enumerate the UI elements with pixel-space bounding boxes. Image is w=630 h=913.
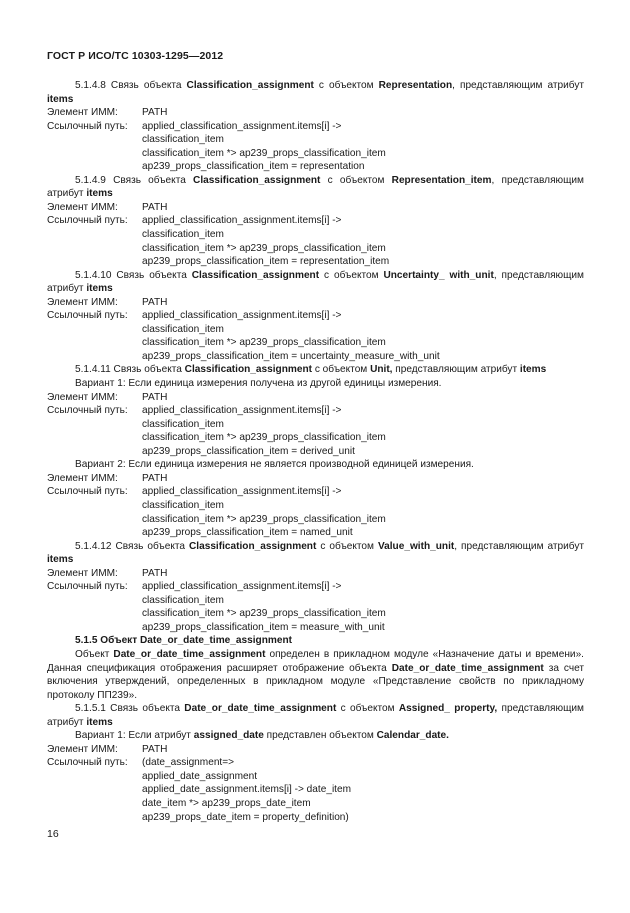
text-run: Вариант 1: Если атрибут — [75, 730, 194, 742]
mapping-continuation: classification_item *> ap239_props_classification_item — [142, 608, 386, 620]
mapping-continuation: classification_item — [142, 229, 224, 241]
text-run: , представляющим атрибут — [452, 80, 584, 91]
text-run: за счет включения утверждений, определенных в прикладном модуле «Представление свойств по прикладному протоколу ПП239». — [47, 662, 584, 701]
paragraph — [47, 269, 584, 296]
mapping-continuation: ap239_props_classification_item = named_unit — [142, 527, 353, 539]
bold-text: Value_with_unit — [377, 540, 455, 552]
mapping-continuation: classification_item *> ap239_props_classification_item — [142, 337, 386, 349]
mapping-continuation: classification_item — [142, 418, 224, 430]
mapping-value: PATH — [142, 472, 168, 484]
text-run: 5.1.4.12 Связь объекта — [75, 540, 189, 552]
bold-text: Assigned_ property, — [398, 703, 498, 715]
text-run: представляющим атрибут — [392, 364, 520, 376]
document-body — [47, 79, 584, 824]
paragraph — [47, 648, 584, 702]
mapping-row — [47, 743, 584, 757]
mapping-value: PATH — [142, 201, 168, 213]
text-run: , представляющим атрибут — [47, 174, 584, 200]
mapping-label: Элемент ИММ: — [47, 743, 118, 755]
mapping-value: applied_classification_assignment.items[i] -> — [142, 120, 342, 132]
bold-text: Date_or_date_time_assignment — [184, 703, 337, 715]
text-run: с объектом — [313, 80, 379, 91]
bold-text: Calendar_date. — [376, 730, 449, 742]
mapping-continuation: ap239_props_classification_item = derived_unit — [142, 445, 355, 457]
mapping-continuation: date_item *> ap239_props_date_item — [142, 797, 311, 809]
bold-text: Classification_assignment — [189, 540, 317, 552]
text-run: определен в прикладном модуле «Назначение даты и времени». Данная спецификация отображения расширяет отображение объекта — [47, 648, 584, 674]
mapping-value: PATH — [142, 296, 168, 308]
mapping-row — [47, 106, 584, 120]
bold-text: Classification_assignment — [184, 364, 313, 376]
mapping-row — [47, 756, 584, 770]
text-run: 5.1.5.1 Связь объекта — [75, 703, 185, 715]
mapping-row — [47, 472, 584, 486]
mapping-label: Ссылочный путь: — [47, 486, 128, 498]
text-run: , представляющим атрибут — [454, 540, 584, 552]
mapping-label: Элемент ИММ: — [47, 472, 118, 484]
mapping-row — [47, 309, 584, 323]
text-run: представлен объектом — [263, 730, 377, 742]
mapping-continuation: ap239_props_classification_item = representation — [142, 161, 365, 173]
mapping-value: PATH — [142, 107, 168, 119]
bold-text: Date_or_date_time_assignment — [391, 662, 544, 674]
paragraph — [47, 377, 584, 391]
page-number: 16 — [47, 828, 59, 840]
text-run: Вариант 2: Если единица измерения не является производной единицей измерения. — [75, 459, 474, 471]
bold-text: Unit, — [370, 364, 393, 376]
mapping-continuation: classification_item — [142, 499, 224, 511]
mapping-value: applied_classification_assignment.items[i] -> — [142, 405, 342, 417]
text-run: Вариант 1: Если единица измерения получена из другой единицы измерения. — [75, 378, 442, 390]
bold-text: items — [86, 716, 113, 728]
mapping-label: Элемент ИММ: — [47, 107, 118, 119]
bold-text: Representation — [378, 80, 453, 91]
paragraph — [47, 363, 584, 377]
mapping-continuation: ap239_props_classification_item = representation_item — [142, 256, 390, 268]
mapping-label: Ссылочный путь: — [47, 310, 128, 322]
text-run: , представляющим атрибут — [47, 269, 584, 295]
mapping-continuation: classification_item — [142, 594, 224, 606]
mapping-continuation: ap239_props_classification_item = uncertainty_measure_with_unit — [142, 350, 440, 362]
mapping-row — [47, 567, 584, 581]
mapping-continuation: ap239_props_date_item = property_definition) — [142, 811, 349, 823]
mapping-label: Ссылочный путь: — [47, 581, 128, 593]
paragraph — [47, 729, 584, 743]
mapping-label: Ссылочный путь: — [47, 405, 128, 417]
mapping-row — [47, 120, 584, 134]
bold-text: items — [86, 188, 113, 200]
mapping-continuation: applied_date_assignment — [142, 770, 258, 782]
text-run: Объект — [75, 648, 114, 660]
text-run: с объектом — [312, 364, 371, 376]
bold-text: Classification_assignment — [193, 174, 321, 186]
mapping-row — [47, 580, 584, 594]
text-run: 5.1.4.9 Связь объекта — [75, 174, 194, 186]
mapping-row — [47, 296, 584, 310]
section-heading — [47, 634, 584, 648]
mapping-label: Элемент ИММ: — [47, 391, 118, 403]
mapping-label: Элемент ИММ: — [47, 201, 118, 213]
mapping-label: Элемент ИММ: — [47, 567, 118, 579]
paragraph — [47, 79, 584, 106]
mapping-continuation: classification_item *> ap239_props_classification_item — [142, 513, 386, 525]
text-run: 5.1.4.10 Связь объекта — [75, 269, 192, 281]
mapping-value: (date_assignment=> — [142, 757, 235, 769]
paragraph — [47, 174, 584, 201]
mapping-continuation: classification_item *> ap239_props_classification_item — [142, 432, 386, 444]
bold-text: Representation_item — [391, 174, 492, 186]
text-run: 5.1.4.11 Связь объекта — [75, 364, 185, 376]
mapping-label: Ссылочный путь: — [47, 215, 128, 227]
mapping-value: PATH — [142, 567, 168, 579]
paragraph — [47, 540, 584, 567]
mapping-value: applied_classification_assignment.items[i] -> — [142, 310, 342, 322]
mapping-label: Ссылочный путь: — [47, 120, 128, 132]
text-run: с объектом — [320, 174, 392, 186]
mapping-row — [47, 404, 584, 418]
mapping-continuation: classification_item *> ap239_props_classification_item — [142, 147, 386, 159]
paragraph — [47, 702, 584, 729]
mapping-value: applied_classification_assignment.items[i] -> — [142, 486, 342, 498]
mapping-row — [47, 214, 584, 228]
mapping-value: applied_classification_assignment.items[i] -> — [142, 215, 342, 227]
text-run: с объектом — [319, 269, 384, 281]
text-run: с объектом — [336, 703, 399, 715]
bold-text: items — [86, 283, 113, 295]
mapping-continuation: classification_item — [142, 323, 224, 335]
mapping-value: PATH — [142, 743, 168, 755]
document-header: ГОСТ Р ИСО/ТС 10303-1295—2012 — [47, 50, 224, 62]
bold-text: assigned_date — [193, 730, 264, 742]
bold-text: items — [47, 554, 74, 566]
bold-text: Classification_assignment — [191, 269, 320, 281]
bold-text: items — [519, 364, 547, 376]
bold-text: Date_or_date_time_assignment — [113, 648, 266, 660]
bold-text: Classification_assignment — [186, 80, 314, 91]
mapping-continuation: applied_date_assignment.items[i] -> date_item — [142, 784, 352, 796]
mapping-label: Ссылочный путь: — [47, 757, 128, 769]
text-run: представляющим атрибут — [47, 703, 584, 728]
mapping-continuation: classification_item *> ap239_props_classification_item — [142, 242, 386, 254]
mapping-continuation: classification_item — [142, 134, 224, 146]
bold-text: Uncertainty_ with_unit — [383, 269, 494, 281]
bold-text: 5.1.5 Объект Date_or_date_time_assignment — [75, 635, 293, 647]
text-run: 5.1.4.8 Связь объекта — [75, 80, 187, 91]
text-run: с объектом — [316, 540, 378, 552]
mapping-row — [47, 201, 584, 215]
mapping-row — [47, 485, 584, 499]
mapping-row — [47, 391, 584, 405]
mapping-value: PATH — [142, 391, 168, 403]
mapping-label: Элемент ИММ: — [47, 296, 118, 308]
mapping-continuation: ap239_props_classification_item = measure_with_unit — [142, 621, 385, 633]
mapping-value: applied_classification_assignment.items[i] -> — [142, 581, 342, 593]
bold-text: items — [47, 93, 74, 105]
paragraph — [47, 458, 584, 472]
